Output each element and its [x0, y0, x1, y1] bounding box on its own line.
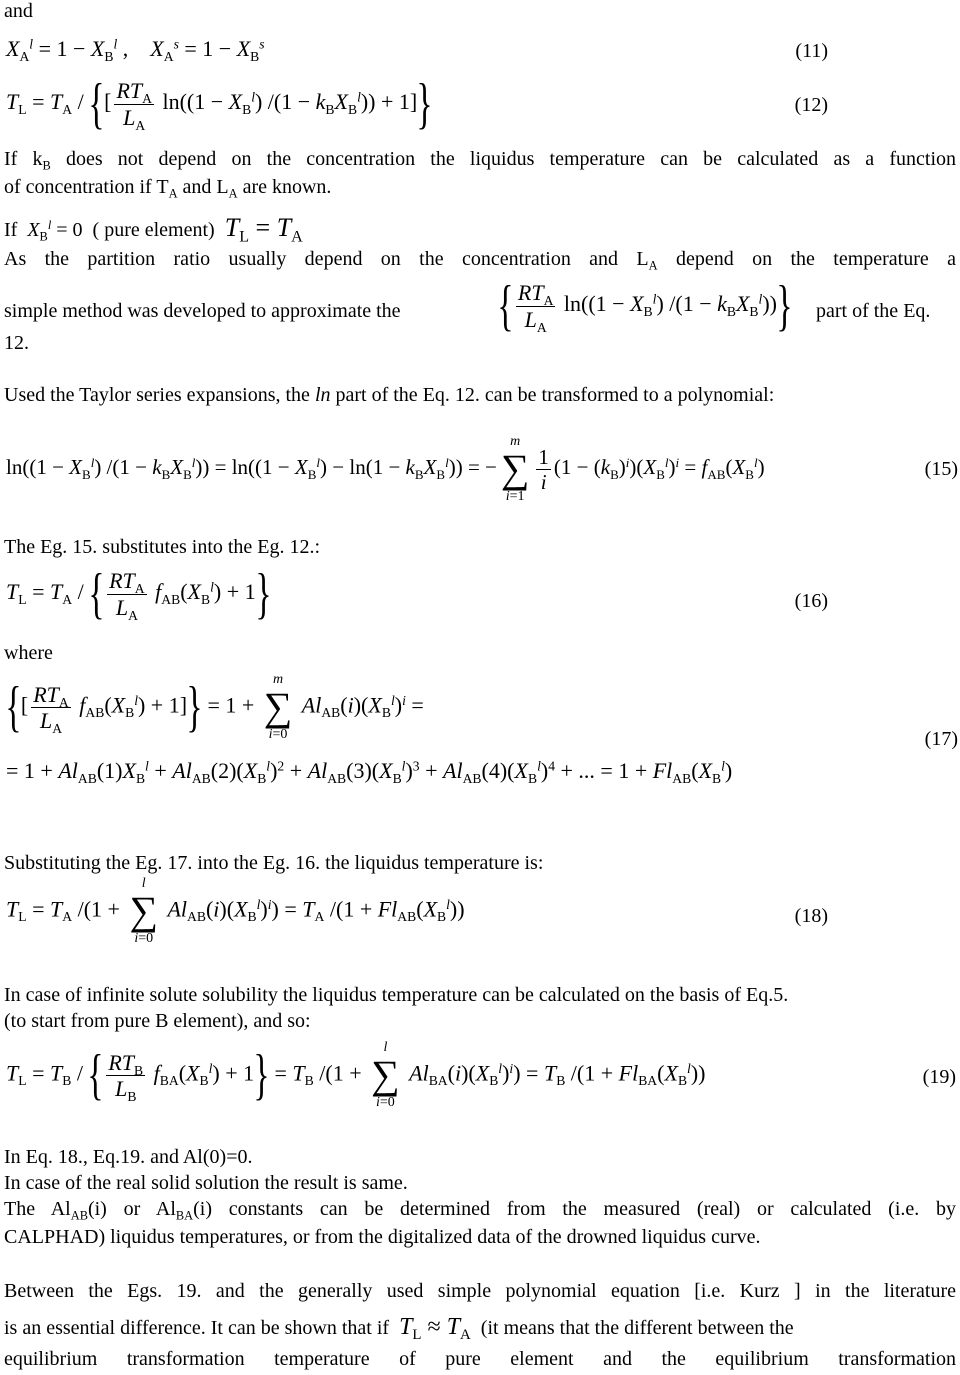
equation-number-11: (11) — [795, 40, 828, 62]
text-infinite-2: (to start from pure B element), and so: — [4, 1010, 311, 1032]
text-al-constants: The $Al_{AB}(i)$ or $Al_{BA}(i)$ constants can be determined from the measured (real) or calculated (i.e. by — [4, 1198, 957, 1223]
text-taylor: Used the Taylor series expansions, the ln part of the Eq. 12. can be transformed to a polynomial: — [4, 384, 775, 406]
equation-18: $T_L = T_A$ /(1 + l ∑ i=0 $Al_{AB}(i)(X_B^l)^i) = T_A$ $/(1 + Fl_{AB}(X_B^l))$ — [6, 876, 465, 947]
text-essential: is an essential difference. It can be shown that if $T_L \approx T_A$ (it means that the different between the — [4, 1314, 794, 1344]
equation-approx-part: { $\frac{RT_A}{L_A}$ $\ln((1 - X_B^l)$ $/(1 - k_BX_B^l)$)} — [497, 275, 793, 337]
text-simple-method: simple method was developed to approximate the — [4, 300, 401, 322]
text-and: and — [4, 0, 33, 22]
equation-17-line-1: {[ $\frac{RT_A}{L_A}$ $f_{AB}(X_B^l) + 1]\} = 1$ + m ∑ i=0 $Al_{AB}(i)(X_B^l)^i$ = — [5, 672, 424, 743]
equation-number-15: (15) — [924, 458, 958, 480]
text-between: Between the Egs. 19. and the generally used simple polynomial equation [i.e. Kurz ] in the literature — [4, 1280, 956, 1302]
text-partition: As the partition ratio usually depend on the concentration and $L_A$ depend on the temperature a — [4, 248, 957, 273]
text-part-of-eq: part of the Eq. — [816, 300, 931, 322]
text-infinite-1: In case of infinite solute solubility the liquidus temperature can be calculated on the basis of Eq.5. — [4, 984, 789, 1006]
equation-number-12: (12) — [794, 94, 828, 116]
text-if-kb: If $k_B$ does not depend on the concentration the liquidus temperature can be calculated as a function — [4, 148, 957, 173]
equation-11: $X_A^l = 1 - X_B^l$ , $X_A^s = 1 - X_B^s$ — [6, 36, 265, 64]
equation-19: $T_L = T_B$ / { $\frac{RT_B}{L_B}$ $f_{BA}(X_B^l) + 1\} = T_B$ /(1 + l ∑ i=0 $Al_{BA}(i)(X_B^l)^i) = T_B$ $/(1 + Fl_{BA}(X_B^l))$ — [6, 1040, 706, 1111]
equation-17-line-2: = $1 + Al_{AB}(1)X_B^l + Al_{AB}(2)(X_B^l)^2 + Al_{AB}(3)(X_B^l)^3 + Al_{AB}(4)(X_B^l)^4$ + ... = $1 + Fl_{AB}(X_B^l)$ — [6, 758, 733, 786]
text-real-solid: In case of the real solid solution the result is same. — [4, 1172, 408, 1194]
equation-number-17: (17) — [924, 728, 958, 750]
text-substituting: Substituting the Eg. 17. into the Eg. 16. the liquidus temperature is: — [4, 852, 544, 874]
equation-16: $T_L = T_A$ / { $\frac{RT_A}{L_A}$ $f_{AB}(X_B^l) + 1$} — [6, 563, 272, 625]
text-eg15: The Eg. 15. substitutes into the Eg. 12.: — [4, 536, 321, 558]
text-twelve: 12. — [4, 332, 29, 354]
text-where: where — [4, 642, 53, 664]
equation-number-19: (19) — [922, 1066, 956, 1088]
text-equilibrium: equilibrium transformation temperature of pure element and the equilibrium transformation — [4, 1348, 956, 1370]
text-of-concentration: of concentration if $T_A$ and $L_A$ are known. — [4, 176, 332, 201]
equation-15: $\ln((1 - X_B^l)$ $/(1 - k_BX_B^l)) = \ln((1 - X_B^l) - \ln(1 - k_BX_B^l))$ = − m ∑ i=1 $\frac{1}{i}$ $(1 - (k_B)^i)(X_B^l)^i = f_{AB}(X_B^l)$ — [6, 434, 765, 505]
equation-number-16: (16) — [794, 590, 828, 612]
text-if-pure: If $X_B^l = 0$ ( pure element) $T_L = T_A$ — [4, 213, 303, 246]
text-calphad: CALPHAD) liquidus temperatures, or from the digitalized data of the drowned liquidus curve. — [4, 1226, 761, 1248]
text-in-eq18: In Eq. 18., Eq.19. and Al(0)=0. — [4, 1146, 253, 1168]
equation-number-18: (18) — [794, 905, 828, 927]
equation-12: $T_L = T_A$ / {[ $\frac{RT_A}{L_A}$ $\ln((1 - X_B^l)$ $/(1 - k_BX_B^l)) + 1$]} — [6, 73, 433, 135]
